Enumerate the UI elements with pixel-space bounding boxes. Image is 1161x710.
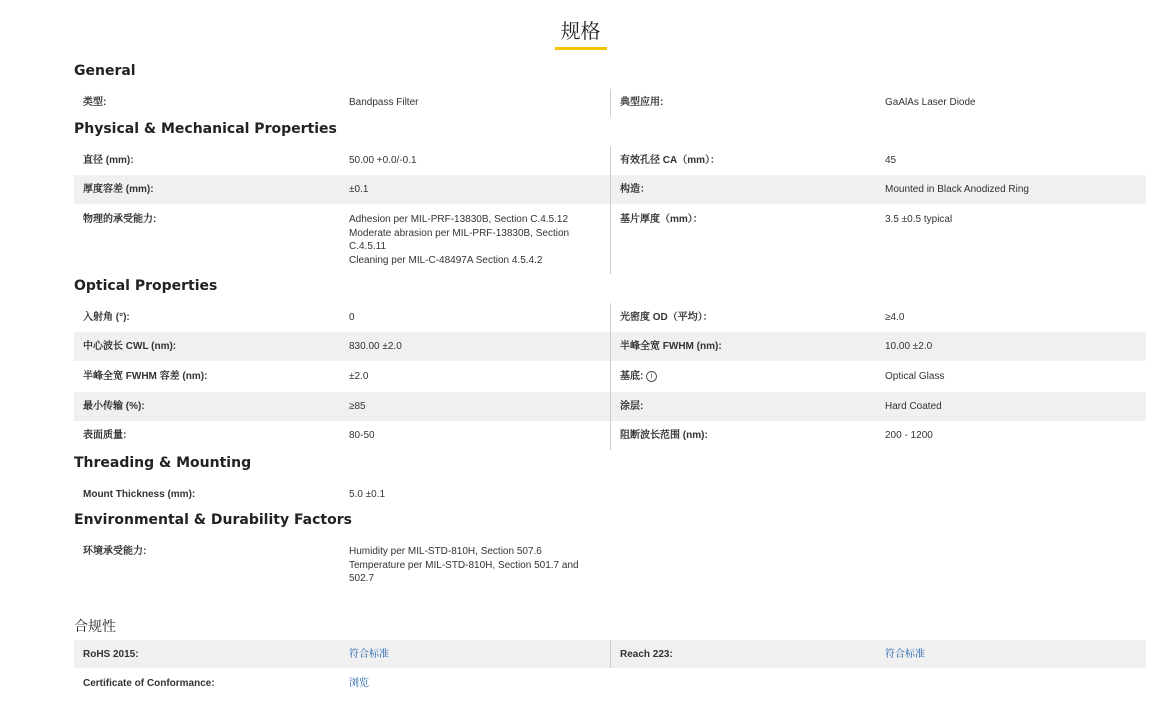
cwl-label: 中心波长 CWL (nm): xyxy=(83,341,177,352)
substrate-value: Optical Glass xyxy=(885,371,945,382)
page-title-wrap xyxy=(0,18,1161,50)
coc-label: Certificate of Conformance: xyxy=(83,678,215,689)
blocking-range-label: 阻断波长范围 (nm): xyxy=(620,430,708,441)
substrate-label: 基底: xyxy=(620,371,644,382)
optical-density-label: 光密度 OD（平均）： xyxy=(620,312,713,323)
diameter-label: 直径 (mm): xyxy=(83,155,134,166)
spec-row-thickness-tolerance xyxy=(74,175,1146,204)
column-divider xyxy=(610,421,611,450)
substrate-thickness-value: 3.5 ±0.5 typical xyxy=(885,214,953,225)
fwhm-tolerance-value: ±2.0 xyxy=(349,371,369,382)
fwhm-tolerance-label: 半峰全宽 FWHM 容差 (nm): xyxy=(83,371,208,382)
fwhm-label: 半峰全宽 FWHM (nm): xyxy=(620,341,722,352)
coating-value: Hard Coated xyxy=(885,401,942,412)
optical-density-value: ≥4.0 xyxy=(885,312,905,323)
column-divider xyxy=(610,175,611,204)
aoi-label: 入射角 (°): xyxy=(83,312,130,323)
durability-line: Cleaning per MIL-C-48497A Section 4.5.4.2 xyxy=(349,254,543,266)
spec-row-rohs xyxy=(74,640,1146,668)
spec-row-durability xyxy=(74,204,1146,274)
section-physical: Physical & Mechanical Properties xyxy=(74,121,337,137)
spec-row-type xyxy=(74,89,1146,117)
section-optical: Optical Properties xyxy=(74,278,218,294)
spec-row-surface-quality xyxy=(74,421,1146,450)
spec-row-cwl xyxy=(74,332,1146,361)
coc-view-link[interactable]: 浏览 xyxy=(349,678,369,689)
spec-row-aoi xyxy=(74,303,1146,332)
section-environmental: Environmental & Durability Factors xyxy=(74,512,352,528)
section-compliance: 合规性 xyxy=(74,619,116,635)
environmental-label: 环境承受能力: xyxy=(83,546,147,557)
column-divider xyxy=(610,89,611,117)
spec-row-mount-thickness xyxy=(74,480,1146,509)
column-divider xyxy=(610,303,611,332)
column-divider xyxy=(610,204,611,274)
rohs-link[interactable]: 符合标准 xyxy=(349,649,389,660)
spec-row-environmental xyxy=(74,537,1146,597)
column-divider xyxy=(610,146,611,175)
environmental-line: Humidity per MIL-STD-810H, Section 507.6 xyxy=(349,546,542,557)
column-divider xyxy=(610,332,611,361)
mount-thickness-value: 5.0 ±0.1 xyxy=(349,489,386,500)
page-title: 规格 xyxy=(555,18,607,50)
column-divider xyxy=(610,640,611,668)
blocking-range-value: 200 - 1200 xyxy=(885,430,933,441)
rohs-label: RoHS 2015: xyxy=(83,649,139,660)
fwhm-value: 10.00 ±2.0 xyxy=(885,341,933,352)
spec-row-fwhm-tolerance xyxy=(74,361,1146,392)
min-transmission-value: ≥85 xyxy=(349,401,366,412)
thickness-tolerance-label: 厚度容差 (mm): xyxy=(83,184,154,195)
column-divider xyxy=(610,392,611,421)
durability-label: 物理的承受能力: xyxy=(83,214,157,225)
environmental-line: Temperature per MIL-STD-810H, Section 501.7 and 502.7 xyxy=(349,559,579,584)
reach-link[interactable]: 符合标准 xyxy=(885,649,925,660)
thickness-tolerance-value: ±0.1 xyxy=(349,184,369,195)
durability-value xyxy=(349,213,599,267)
construction-label: 构造： xyxy=(620,184,650,195)
coating-label: 涂层: xyxy=(620,401,644,412)
application-value: GaAlAs Laser Diode xyxy=(885,97,976,108)
application-label: 典型应用: xyxy=(620,97,664,108)
construction-value: Mounted in Black Anodized Ring xyxy=(885,184,1029,195)
mount-thickness-label: Mount Thickness (mm): xyxy=(83,489,196,500)
column-divider xyxy=(610,361,611,392)
cwl-value: 830.00 ±2.0 xyxy=(349,341,402,352)
clear-aperture-label: 有效孔径 CA（mm）： xyxy=(620,155,721,166)
durability-line: Adhesion per MIL-PRF-13830B, Section C.4.5.12 xyxy=(349,214,569,225)
type-label: 类型: xyxy=(83,97,107,108)
surface-quality-label: 表面质量: xyxy=(83,430,127,441)
diameter-value: 50.00 +0.0/-0.1 xyxy=(349,155,417,166)
info-icon[interactable]: i xyxy=(646,371,657,382)
section-general: General xyxy=(74,63,136,79)
aoi-value: 0 xyxy=(349,312,355,323)
durability-line: Moderate abrasion per MIL-PRF-13830B, Section C.4.5.11 xyxy=(349,227,570,252)
substrate-label-wrap xyxy=(620,370,870,384)
substrate-thickness-label: 基片厚度（mm）： xyxy=(620,214,703,225)
reach-label: Reach 223: xyxy=(620,649,673,660)
clear-aperture-value: 45 xyxy=(885,155,897,166)
section-threading: Threading & Mounting xyxy=(74,455,252,471)
surface-quality-value: 80-50 xyxy=(349,430,375,441)
spec-row-coc xyxy=(74,668,1146,696)
spec-row-diameter xyxy=(74,146,1146,175)
spec-row-min-transmission xyxy=(74,392,1146,421)
environmental-value xyxy=(349,545,599,586)
type-value: Bandpass Filter xyxy=(349,97,419,108)
min-transmission-label: 最小传输 (%): xyxy=(83,401,145,412)
